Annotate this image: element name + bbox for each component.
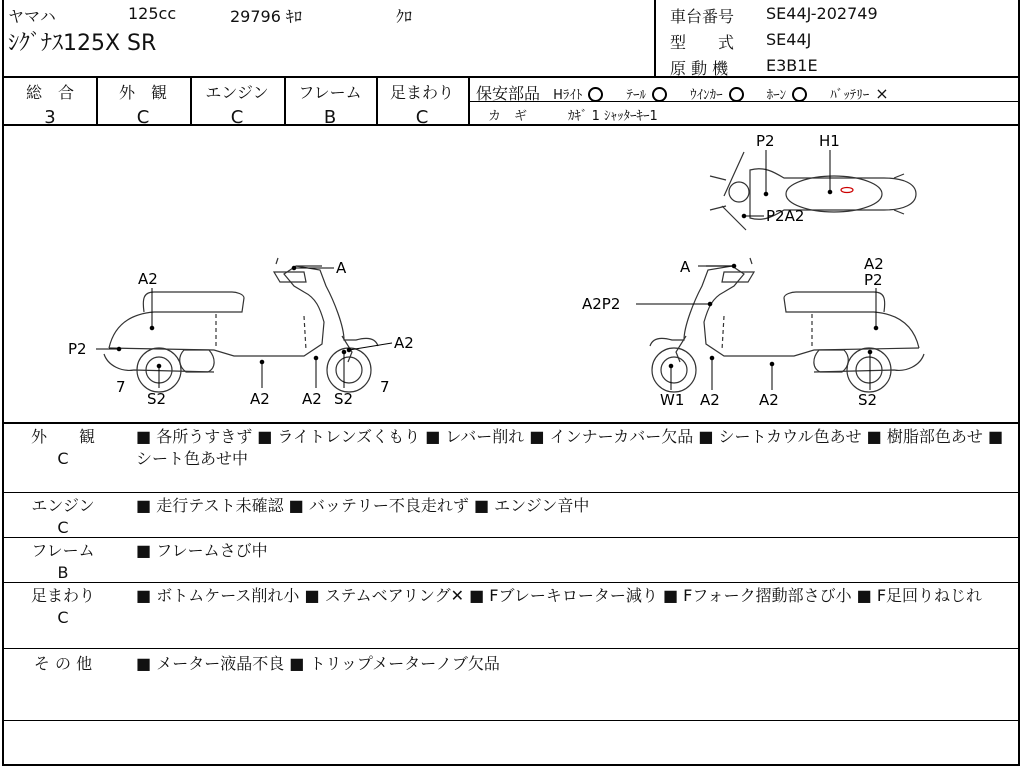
label-a2: A2 xyxy=(700,391,720,409)
ok-circle-icon xyxy=(792,87,807,102)
key-label: カ ギ xyxy=(488,109,528,124)
displacement: 125cc xyxy=(128,4,177,23)
label-a2: A2 xyxy=(394,334,414,352)
label-s2: S2 xyxy=(147,390,167,408)
grade-exterior: 外 観 C xyxy=(118,83,167,128)
label-a2: A2 xyxy=(138,270,158,288)
grade-overall: 総 合 3 xyxy=(25,83,74,128)
engine-label: 原 動 機 xyxy=(670,59,729,78)
label-p2: P2 xyxy=(864,271,883,289)
grade-engine: エンジン C xyxy=(205,83,269,128)
inspection-sheet xyxy=(2,0,1020,766)
grade-suspension: 足まわり C xyxy=(389,83,454,128)
type-value: SE44J xyxy=(766,30,812,49)
label-a: A xyxy=(336,259,347,277)
label-a2: A2 xyxy=(302,390,322,408)
section-suspension: 足まわり C ■ ボトムケース削れ小 ■ ステムベアリング✕ ■ Fブレーキローター減り ■ Fフォーク摺動部さび小 ■ F足回りねじれ xyxy=(30,586,983,627)
label-a: A xyxy=(680,258,691,276)
section-engine: エンジン C ■ 走行テスト未確認 ■ バッテリー不良走れず ■ エンジン音中 xyxy=(31,496,590,537)
ng-cross-icon: × xyxy=(875,84,889,103)
grade-frame: フレーム B xyxy=(298,83,362,128)
frame-no: SE44J-202749 xyxy=(766,4,878,23)
section-exterior: 外 観 C ■ 各所うすきず ■ ライトレンズくもり ■ レバー削れ ■ インナーカバー欠品 ■ シートカウル色あせ ■ 樹脂部色あせ ■ シート色あせ中 xyxy=(30,427,1004,468)
label-a2p2: A2P2 xyxy=(582,295,621,313)
mileage: 29796 ｷﾛ xyxy=(230,7,302,26)
label-7: 7 xyxy=(380,378,390,396)
label-p2: P2 xyxy=(756,132,775,150)
damage-diagram xyxy=(4,126,1020,422)
label-7: 7 xyxy=(116,378,126,396)
type-label: 型 式 xyxy=(670,33,735,52)
key-value: ｶｷﾞ 1 ｼｬｯﾀｰｷｰ1 xyxy=(568,109,658,124)
ok-circle-icon xyxy=(588,87,603,102)
label-p2a2: P2A2 xyxy=(766,207,805,225)
safety-parts: 保安部品 Hﾗｲﾄ ﾃｰﾙ ｳｲﾝｶｰ ﾎｰﾝ ﾊﾞｯﾃﾘｰ × xyxy=(476,84,889,103)
maker: ヤマハ xyxy=(8,7,56,26)
header-divider xyxy=(654,0,656,76)
label-a2: A2 xyxy=(864,255,884,273)
label-a2: A2 xyxy=(250,390,270,408)
label-a2: A2 xyxy=(759,391,779,409)
color: ｸﾛ xyxy=(396,7,413,26)
section-frame: フレーム B ■ フレームさび中 xyxy=(31,541,268,582)
frame-no-label: 車台番号 xyxy=(670,7,735,26)
scooter-top-view xyxy=(710,152,916,230)
model-name: ｼｸﾞﾅｽ125X SR xyxy=(8,31,157,56)
divider xyxy=(4,76,1020,78)
scooter-right-view xyxy=(650,258,924,392)
ok-circle-icon xyxy=(729,87,744,102)
label-w1: W1 xyxy=(660,391,685,409)
label-s2: S2 xyxy=(858,391,878,409)
safety-label: 保安部品 xyxy=(476,84,541,103)
ok-circle-icon xyxy=(652,87,667,102)
section-other: そ の 他 ■ メーター液晶不良 ■ トリップメーターノブ欠品 xyxy=(33,654,500,673)
label-h1: H1 xyxy=(819,132,840,150)
engine-value: E3B1E xyxy=(766,56,818,75)
label-s2: S2 xyxy=(334,390,354,408)
label-p2: P2 xyxy=(68,340,87,358)
